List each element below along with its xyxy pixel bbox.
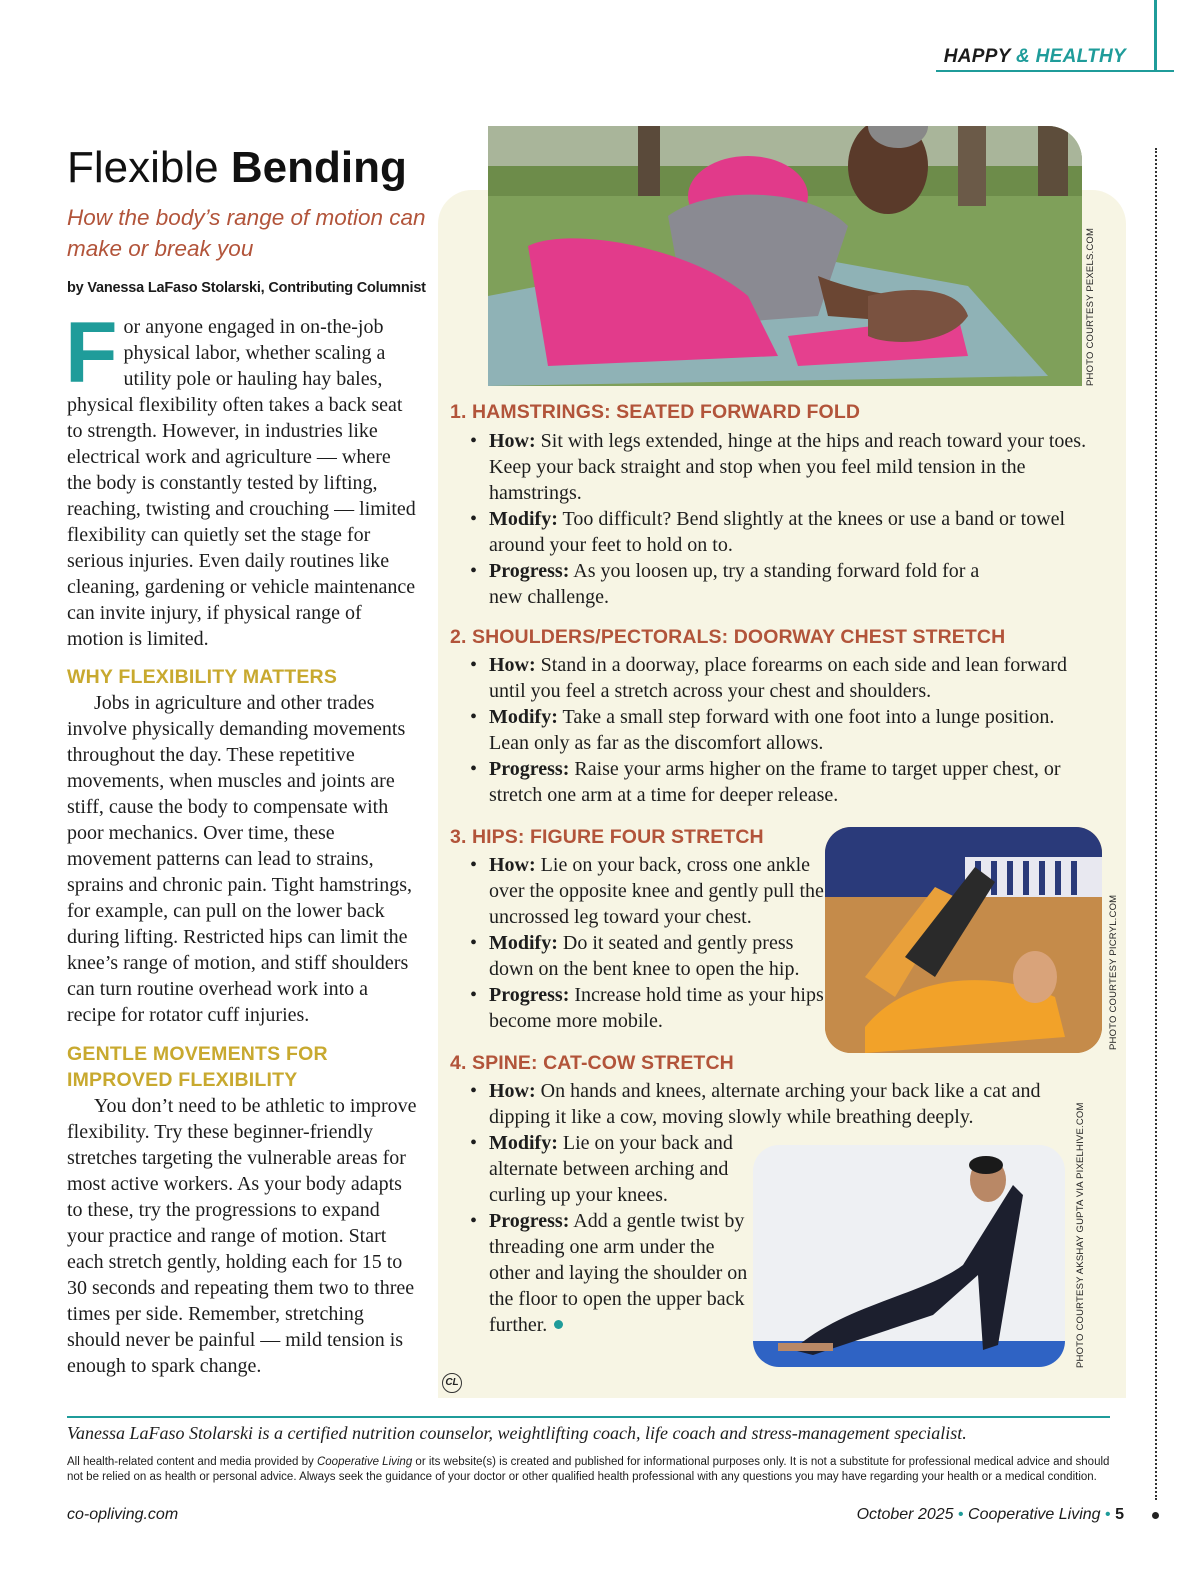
item-text: Raise your arms higher on the frame to target upper chest, or stretch one arm at a time for deeper release. [489,758,1061,806]
drop-cap: F [65,305,118,401]
stretch-4-heading: 4. SPINE: CAT-COW STRETCH [450,1052,734,1074]
subtitle: How the body’s range of motion can make or break you [67,205,426,261]
why-flexibility-heading: WHY FLEXIBILITY MATTERS [67,666,338,688]
section-label-part1: HAPPY [943,46,1011,67]
photo-credit-3: PHOTO COURTESY PICRYL.COM [1108,894,1119,1050]
stretch-4-modify [450,1130,751,1208]
item-label: How: [489,854,536,876]
issue-date: October 2025 [856,1506,954,1523]
section-rule-vertical [1154,0,1157,72]
stretch-4-list [450,1078,1090,1338]
stretch-2-heading: 2. SHOULDERS/PECTORALS: DOORWAY CHEST STRETCH [450,626,1006,648]
separator: • [1105,1506,1111,1523]
title-light: Flexible [67,143,219,192]
bullet: • [470,758,478,780]
item-text: Do it seated and gently press down on the bent knee to open the hip. [489,932,800,980]
byline: by Vanessa LaFaso Stolarski, Contributing Columnist [67,280,426,296]
stretch-2-progress [450,756,1090,808]
item-label: How: [489,1080,536,1102]
bullet: • [470,854,478,876]
stretch-2-modify [450,704,1090,756]
item-label: Progress: [489,984,570,1006]
item-text: On hands and knees, alternate arching your back like a cat and dipping it like a cow, moving slowly while breathing deeply. [489,1080,1041,1128]
photo-credit-4: PHOTO COURTESY AKSHAY GUPTA VIA PIXELHIVE.COM [1075,1102,1086,1368]
stretch-3-modify [450,930,830,982]
bullet: • [470,706,478,728]
stretch-3-list [450,852,830,1034]
disclaimer [67,1455,1117,1485]
item-label: Modify: [489,508,558,530]
item-text: Lie on your back, cross one ankle over the opposite knee and gently pull the uncrossed leg toward your chest. [489,854,824,928]
photo-credit-1: PHOTO COURTESY PEXELS.COM [1085,227,1096,386]
bullet: • [470,430,478,452]
stretch-4-how [450,1078,1069,1130]
item-label: Progress: [489,1210,570,1232]
bullet: • [470,1210,478,1232]
item-label: Modify: [489,932,558,954]
cooperative-living-logo: CL [442,1373,462,1393]
item-text: Lie on your back and alternate between arching and curling up your knees. [489,1132,733,1206]
bullet: • [470,932,478,954]
disclaimer-brand: Cooperative Living [316,1456,413,1468]
item-text: Take a small step forward with one foot into a lunge position. Lean only as far as the discomfort allows. [489,706,1055,754]
bullet: • [470,1080,478,1102]
page-number: 5 [1115,1506,1124,1523]
stretch-1-progress [450,558,1009,610]
item-label: Modify: [489,706,558,728]
intro-paragraph [65,305,417,652]
bullet: • [470,508,478,530]
disclaimer-pre: All health-related content and media provided by [67,1456,317,1468]
item-text: Increase hold time as your hips become more mobile. [489,984,824,1032]
author-bio: Vanessa LaFaso Stolarski is a certified nutrition counselor, weightlifting coach, life coach and stress-management specialist. [67,1423,967,1443]
stretch-2-how [450,652,1090,704]
section-label [944,46,1126,68]
item-text: As you loosen up, try a standing forward fold for a new challenge. [489,560,980,608]
issue-info [857,1506,1124,1524]
magazine-name: Cooperative Living [968,1506,1101,1523]
stretch-1-list [450,428,1090,610]
separator: • [957,1506,964,1523]
title-bold: Bending [230,143,407,192]
stretch-2-list [450,652,1090,808]
item-text: Stand in a doorway, place forearms on each side and lean forward until you feel a stretch across your chest and shoulders. [489,654,1067,702]
stretch-3-heading: 3. HIPS: FIGURE FOUR STRETCH [450,826,764,848]
section-rule-horizontal [936,70,1174,72]
footer-rule [67,1416,1110,1418]
stretch-3-progress [450,982,830,1034]
end-of-article-dot [554,1320,563,1329]
bullet: • [470,560,478,582]
bullet: • [470,1132,478,1154]
item-text: Add a gentle twist by threading one arm under the other and laying the shoulder on the floor to open the upper back further. [489,1210,748,1336]
stretch-3-how [450,852,830,930]
bullet: • [470,984,478,1006]
bullet: • [470,654,478,676]
why-flexibility-body: Jobs in agriculture and other trades involve physically demanding movements throughout the day. These repetitive movements, when muscles and joints are stiff, cause the body to compensate with poor mechanics. Over time, these movement patterns can lead to strains, sprains and chronic pain. Tight hamstrings, for example, can pull on the lower back during lifting. Restricted hips can limit the knee’s range of motion, and stiff shoulders can turn routine overhead work into a recipe for rotator cuff injuries. [67,692,412,1026]
photo-figure-four-stretch [825,827,1102,1053]
item-label: Modify: [489,1132,558,1154]
dotted-margin-rule [1155,148,1157,1500]
page-title [67,144,407,192]
stretch-1-modify [450,506,1090,558]
item-text: Sit with legs extended, hinge at the hips and reach toward your toes. Keep your back straight and stop when you feel mild tension in the hamstrings. [489,430,1087,504]
item-label: Progress: [489,758,570,780]
stretch-4-progress [450,1208,751,1338]
gentle-movements-body: You don’t need to be athletic to improve flexibility. Try these beginner-friendly stretches targeting the vulnerable areas for most active workers. As your body adapts to these, try the progressions to expand your practice and range of motion. Start each stretch gently, holding each for 15 to 30 seconds and repeating them two to three times per side. Remember, stretching should never be painful — mild tension is enough to spark change. [67,1095,417,1377]
margin-bullet [1152,1512,1159,1519]
gentle-movements-heading: GENTLE MOVEMENTS FOR IMPROVED FLEXIBILITY [67,1043,328,1091]
item-text: Too difficult? Bend slightly at the knees or use a band or towel around your feet to hold on to. [489,508,1066,556]
stretch-1-how [450,428,1090,506]
stretch-1-heading: 1. HAMSTRINGS: SEATED FORWARD FOLD [450,401,861,423]
section-label-part2: & HEALTHY [1015,46,1126,67]
disclaimer-post: or its website(s) is created and published for informational purposes only. It is not a substitute for professional medical advice and should not be relied on as health or personal advice. Always seek the guidance of your doctor or other qualified health professional with any questions you may have regarding your health or a medical condition. [67,1456,1110,1483]
intro-text: or anyone engaged in on-the-job physical labor, whether scaling a utility pole or hauling hay bales, physical flexibility often takes a back seat to strength. However, in industries like electrical work and agriculture — where the body is constantly tested by lifting, reaching, twisting and crouching — limited flexibility can quietly set the stage for serious injuries. Even daily routines like cleaning, gardening or vehicle maintenance can invite injury, if physical range of motion is limited. [67,316,416,650]
site-url[interactable]: co-opliving.com [67,1506,179,1523]
item-label: How: [489,430,536,452]
photo-seated-forward-fold [488,126,1082,386]
item-label: How: [489,654,536,676]
item-label: Progress: [489,560,570,582]
